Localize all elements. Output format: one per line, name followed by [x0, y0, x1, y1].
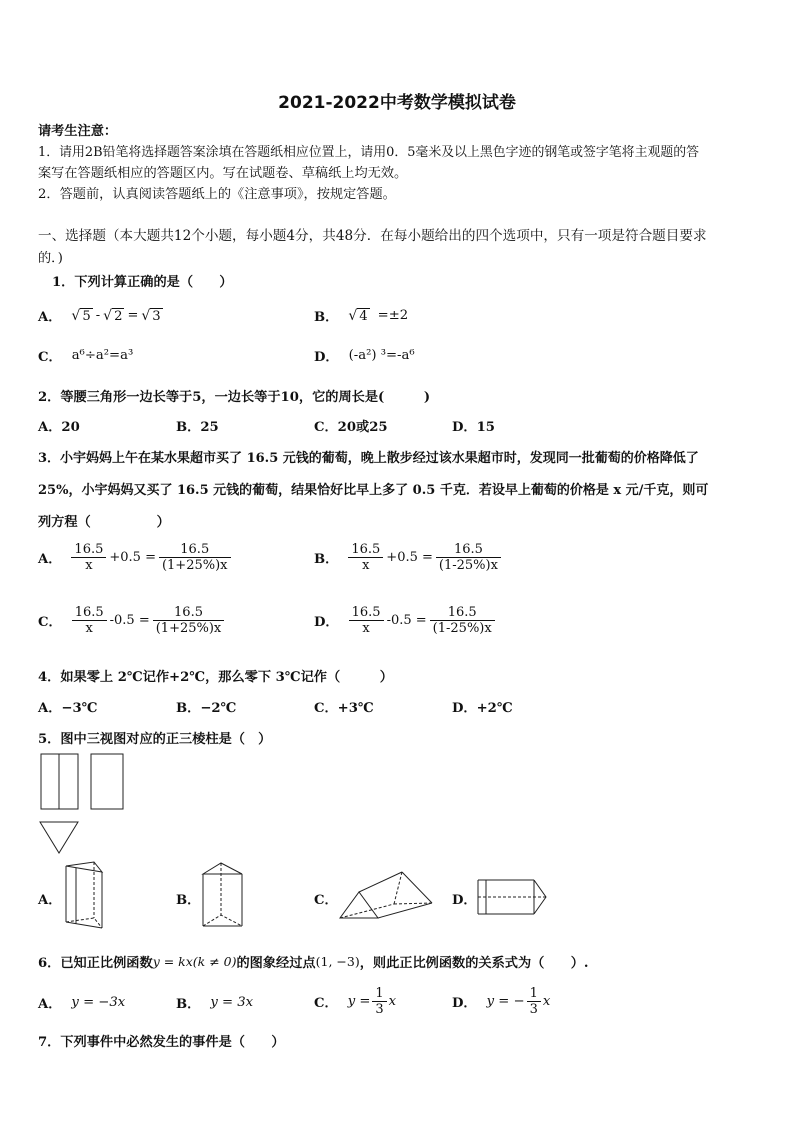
numerator: 16.5 — [348, 542, 383, 558]
numerator: 1 — [372, 986, 386, 1002]
option-label: B． — [176, 997, 201, 1012]
numerator: 16.5 — [349, 605, 384, 621]
option-label: A． — [38, 552, 62, 567]
option-label: C． — [38, 615, 62, 630]
q2-stem: 2．等腰三角形一边长等于5，一边长等于10，它的周长是( ) — [38, 390, 431, 405]
q3-line-2: 25%，小宇妈妈又买了 16.5 元钱的葡萄，结果恰好比早上多了 0.5 千克．若设早上葡萄的价格是 x 元/千克，则可 — [38, 483, 709, 498]
option-text: y = — [347, 994, 371, 1009]
option-label: D． — [314, 350, 339, 365]
numerator: 16.5 — [71, 542, 106, 558]
fraction — [153, 605, 225, 636]
q3-option-d[interactable] — [314, 605, 495, 636]
fraction — [372, 986, 386, 1017]
q1-option-b[interactable] — [314, 306, 408, 325]
q5-stem: 5．图中三视图对应的正三棱柱是（ ） — [38, 732, 272, 747]
prism-c-icon[interactable] — [336, 868, 436, 924]
fraction — [349, 605, 384, 636]
q6-stem-part-b: 的图象经过点 — [236, 956, 316, 971]
numerator: 16.5 — [159, 542, 231, 558]
q3-line-3: 列方程（ ） — [38, 515, 170, 530]
three-view-figure — [38, 754, 130, 858]
sqrt-icon: √ — [71, 307, 81, 324]
fraction — [436, 542, 501, 573]
section-heading-line-2: 的．) — [38, 251, 63, 266]
q5-option-c-label[interactable]: C． — [314, 893, 338, 908]
option-label: A． — [38, 997, 62, 1012]
option-text: y = −3x — [71, 995, 126, 1010]
prism-a-icon[interactable] — [60, 860, 110, 932]
denominator: x — [85, 558, 93, 573]
q5-option-a-label[interactable]: A． — [38, 893, 62, 908]
q5-option-b-label[interactable]: B． — [176, 893, 201, 908]
q1-option-c[interactable] — [38, 346, 133, 365]
denominator: (1+25%)x — [155, 621, 222, 636]
operator: -0.5 = — [109, 613, 150, 628]
fraction — [348, 542, 383, 573]
option-label: D． — [452, 996, 477, 1011]
q2-option-a[interactable]: A．20 — [38, 420, 80, 435]
fraction — [72, 605, 107, 636]
fraction — [71, 542, 106, 573]
denominator: x — [362, 558, 370, 573]
top-view — [40, 822, 78, 853]
option-text: x — [542, 994, 551, 1009]
q3-option-b[interactable] — [314, 542, 501, 573]
numerator: 16.5 — [72, 605, 107, 621]
q5-option-d-label[interactable]: D． — [452, 893, 477, 908]
q6-stem-part-c: ，则此正比例函数的关系式为（ ）. — [359, 956, 589, 971]
q1-option-d[interactable] — [314, 346, 415, 365]
q6-option-a[interactable] — [38, 993, 125, 1012]
operator: +0.5 = — [109, 550, 156, 565]
notice-line-1b: 案写在答题纸相应的答题区内。写在试题卷、草稿纸上均无效。 — [38, 166, 408, 181]
operator: - — [95, 308, 101, 323]
denominator: x — [362, 621, 370, 636]
operator: -0.5 = — [386, 613, 427, 628]
q4-option-c[interactable]: C．+3℃ — [314, 701, 374, 716]
q3-option-a[interactable] — [38, 542, 231, 573]
option-label: D． — [314, 615, 339, 630]
option-text: y = 3x — [210, 995, 254, 1010]
denominator: (1-25%)x — [438, 558, 498, 573]
q4-stem: 4．如果零上 2℃记作+2℃，那么零下 3℃记作（ ） — [38, 670, 393, 685]
side-view — [91, 754, 123, 809]
q6-option-c[interactable] — [314, 986, 396, 1017]
notice-line-1: 1．请用2B铅笔将选择题答案涂填在答题纸相应位置上，请用0．5毫米及以上黑色字迹的钢笔或签字笔将主观题的答 — [38, 145, 700, 160]
option-label: C． — [38, 350, 62, 365]
prism-d-icon[interactable] — [474, 876, 550, 920]
q6-stem-part-a: 6．已知正比例函数 — [38, 956, 153, 971]
fraction — [159, 542, 231, 573]
denominator: 3 — [529, 1002, 538, 1017]
prism-b-icon[interactable] — [198, 860, 248, 932]
radicand: 2 — [114, 308, 123, 324]
option-text: a⁶÷a²=a³ — [71, 348, 134, 363]
q2-option-c[interactable]: C．20或25 — [314, 420, 388, 435]
fraction — [527, 986, 541, 1017]
q6-option-d[interactable] — [452, 986, 550, 1017]
radicand: 3 — [152, 308, 161, 324]
operator: = — [127, 308, 139, 323]
q2-option-b[interactable]: B．25 — [176, 420, 219, 435]
q4-option-a[interactable]: A．−3℃ — [38, 701, 98, 716]
q3-option-c[interactable] — [38, 605, 224, 636]
denominator: 3 — [375, 1002, 384, 1017]
q3-line-1: 3．小宇妈妈上午在某水果超市买了 16.5 元钱的葡萄，晚上散步经过该水果超市时，发现同一批葡萄的价格降低了 — [38, 451, 699, 466]
option-text: =±2 — [377, 308, 409, 323]
q1-option-a[interactable] — [38, 306, 163, 325]
numerator: 16.5 — [153, 605, 225, 621]
sqrt-icon: √ — [348, 307, 358, 324]
sqrt-icon: √ — [103, 307, 113, 324]
notice-heading: 请考生注意： — [38, 124, 118, 139]
q6-stem — [38, 952, 589, 971]
page-title: 2021-2022中考数学模拟试卷 — [278, 93, 516, 113]
denominator: x — [85, 621, 93, 636]
notice-line-2: 2．答题前，认真阅读答题纸上的《注意事项》，按规定答题。 — [38, 187, 396, 202]
numerator: 1 — [527, 986, 541, 1002]
denominator: (1+25%)x — [161, 558, 228, 573]
q1-stem: 1．下列计算正确的是（ ） — [52, 275, 233, 290]
q6-function: y = kx(k ≠ 0) — [152, 954, 237, 969]
q2-option-d[interactable]: D．15 — [452, 420, 495, 435]
section-heading-line-1: 一、选择题（本大题共12个小题，每小题4分，共48分．在每小题给出的四个选项中，只有一项是符合题目要求 — [38, 228, 707, 244]
option-label: A． — [38, 310, 62, 325]
option-label: C． — [314, 996, 338, 1011]
operator: +0.5 = — [386, 550, 433, 565]
q4-option-d[interactable]: D．+2℃ — [452, 701, 513, 716]
numerator: 16.5 — [436, 542, 501, 558]
option-label: B． — [314, 552, 339, 567]
fraction — [430, 605, 495, 636]
q6-point: (1, −3) — [315, 954, 360, 969]
option-text: x — [388, 994, 397, 1009]
numerator: 16.5 — [430, 605, 495, 621]
option-text: y = − — [486, 994, 525, 1009]
radicand: 5 — [82, 308, 91, 324]
q6-option-b[interactable] — [176, 993, 253, 1012]
radicand: 4 — [359, 308, 368, 324]
option-text: (-a²) ³=-a⁶ — [348, 348, 415, 363]
q4-option-b[interactable]: B．−2℃ — [176, 701, 237, 716]
option-label: B． — [314, 310, 339, 325]
sqrt-icon: √ — [141, 307, 151, 324]
q7-stem: 7．下列事件中必然发生的事件是（ ） — [38, 1035, 285, 1050]
denominator: (1-25%)x — [432, 621, 492, 636]
